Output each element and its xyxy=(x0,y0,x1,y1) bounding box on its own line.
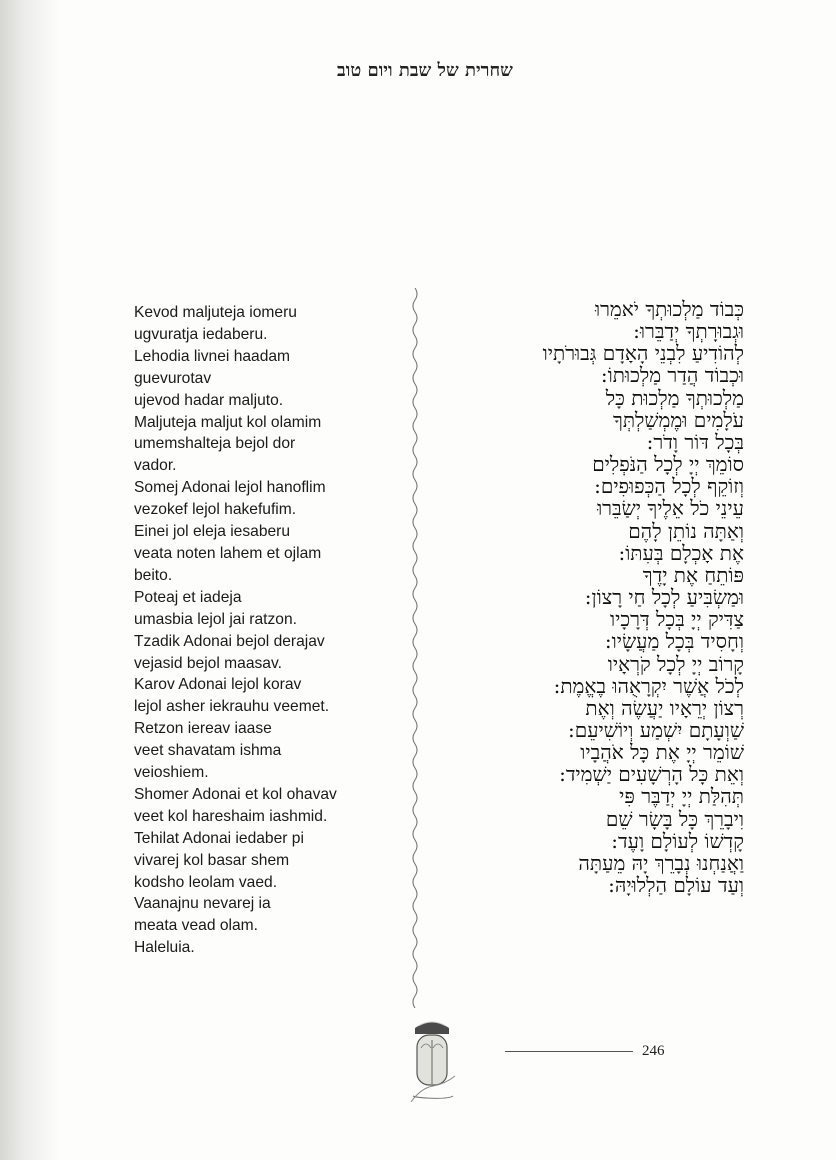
transliteration-line: Lehodia livnei haadam xyxy=(134,347,291,365)
hebrew-line: קָדְשׁוֹ לְעוֹלָם וָעֶד: xyxy=(611,828,744,853)
hebrew-line: וְאַתָּה נוֹתֵן לָהֶם xyxy=(628,518,744,543)
transliteration-line: Einei jol eleja iesaberu xyxy=(134,523,291,541)
transliteration-line: vejasid bejol maasav. xyxy=(134,654,282,672)
page-number: 246 xyxy=(642,1043,665,1059)
hebrew-line: שׁוֹמֵר יְיָ אֶת כָּל אֹהֲבָיו xyxy=(580,740,744,765)
transliteration-line: guevurotav xyxy=(134,369,212,387)
hebrew-line: שַׁוְעָתָם יִשְׁמַע וְיוֹשִׁיעֵם: xyxy=(568,717,744,742)
transliteration-line: umasbia lejol jai ratzon. xyxy=(134,610,297,628)
hebrew-line: וַאֲנַחְנוּ נְבָרֵךְ יָהּ מֵעַתָּה xyxy=(578,850,744,875)
hebrew-line: עֹלָמִים וּמֶמְשַׁלְתְּךָ xyxy=(613,407,744,432)
transliteration-line: Vaanajnu nevarej ia xyxy=(134,895,271,913)
hebrew-line: וְעַד עוֹלָם הַלְלוּיָהּ: xyxy=(608,873,744,898)
transliteration-line: vezokef lejol hakefufim. xyxy=(134,501,297,519)
transliteration-line: veet kol hareshaim iashmid. xyxy=(134,807,328,825)
hebrew-line: רְצוֹן יְרֵאָיו יַעֲשֶׂה וְאֶת xyxy=(585,695,744,720)
transliteration-line: veata noten lahem et ojlam xyxy=(134,544,322,562)
transliteration-line: ujevod hadar maljuto. xyxy=(134,391,284,409)
transliteration-line: Tehilat Adonai iedaber pi xyxy=(134,829,304,847)
hebrew-line: בְּכָל דּוֹר וָדֹר: xyxy=(646,429,744,454)
hebrew-line: לְהוֹדִיעַ לִבְנֵי הָאָדָם גְּבוּרֹתָיו xyxy=(542,341,744,366)
transliteration-column xyxy=(134,302,394,959)
hebrew-column xyxy=(384,298,744,896)
transliteration-line: ugvuratja iedaberu. xyxy=(134,325,268,343)
torah-ark-emblem-icon xyxy=(407,1018,457,1102)
transliteration-line: Maljuteja maljut kol olamim xyxy=(134,413,322,431)
transliteration-line: Kevod maljuteja iomeru xyxy=(134,304,297,321)
hebrew-line: אֶת אָכְלָם בְּעִתּוֹ: xyxy=(618,540,744,565)
hebrew-line: צַדִּיק יְיָ בְּכָל דְּרָכָיו xyxy=(610,607,744,632)
page-spine-shadow xyxy=(0,0,60,1160)
transliteration-line: Somej Adonai lejol hanoflim xyxy=(134,479,326,497)
hebrew-line: וִיבָרֵךְ כָּל בָּשָׂר שֵׁם xyxy=(605,806,744,831)
transliteration-line: meata vead olam. xyxy=(134,917,258,935)
transliteration-line: veioshiem. xyxy=(134,764,209,782)
transliteration-line: kodsho leolam vaed. xyxy=(134,873,278,891)
transliteration-line: Retzon iereav iaase xyxy=(134,720,272,738)
page-header: שחרית של שבת ויום טוב xyxy=(337,60,513,81)
hebrew-line: פּוֹתֵחַ אֶת יָדֶךָ xyxy=(642,562,744,587)
transliteration-line: veet shavatam ishma xyxy=(134,742,282,760)
transliteration-line: beito. xyxy=(134,566,173,584)
hebrew-line: קָרוֹב יְיָ לְכָל קֹרְאָיו xyxy=(607,651,744,676)
transliteration-line: Shomer Adonai et kol ohavav xyxy=(134,785,337,803)
hebrew-line: וְחָסִיד בְּכָל מַעֲשָׂיו: xyxy=(604,629,744,654)
transliteration-line: Poteaj et iadeja xyxy=(134,588,242,606)
hebrew-line: וּמַשְׂבִּיעַ לְכָל חַי רָצוֹן: xyxy=(584,585,744,610)
hebrew-line: וְאֵת כָּל הָרְשָׁעִים יַשְׁמִיד: xyxy=(559,762,744,787)
transliteration-line: lejol asher iekrauhu veemet. xyxy=(134,698,330,716)
hebrew-line: עֵינֵי כֹל אֵלֶיךָ יְשַׂבֵּרוּ xyxy=(597,496,744,521)
hebrew-line: תְּהִלַּת יְיָ יְדַבֶּר פִּי xyxy=(619,784,744,809)
transliteration-line: umemshalteja bejol dor xyxy=(134,435,296,453)
transliteration-line: Haleluia. xyxy=(134,939,195,957)
hebrew-line: וּכְבוֹד הֲדַר מַלְכוּתוֹ: xyxy=(600,363,744,388)
transliteration-line: vador. xyxy=(134,457,177,475)
hebrew-line: כְּבוֹד מַלְכוּתְךָ יֹאמֵרוּ xyxy=(594,297,744,321)
transliteration-line: Karov Adonai lejol korav xyxy=(134,676,302,694)
transliteration-line: Tzadik Adonai bejol derajav xyxy=(134,632,325,650)
hebrew-line: מַלְכוּתְךָ מַלְכוּת כָּל xyxy=(605,385,744,410)
hebrew-line: סוֹמֵךְ יְיָ לְכָל הַנֹּפְלִים xyxy=(592,452,744,477)
footer-rule xyxy=(505,1051,633,1052)
hebrew-line: לְכֹל אֲשֶׁר יִקְרָאֻהוּ בֶאֱמֶת: xyxy=(553,673,744,698)
transliteration-line: vivarej kol basar shem xyxy=(134,851,290,869)
hebrew-line: וְזוֹקֵף לְכָל הַכְּפוּפִים: xyxy=(594,474,744,499)
hebrew-line: וּגְבוּרָתְךָ יְדַבֵּרוּ: xyxy=(633,319,744,344)
